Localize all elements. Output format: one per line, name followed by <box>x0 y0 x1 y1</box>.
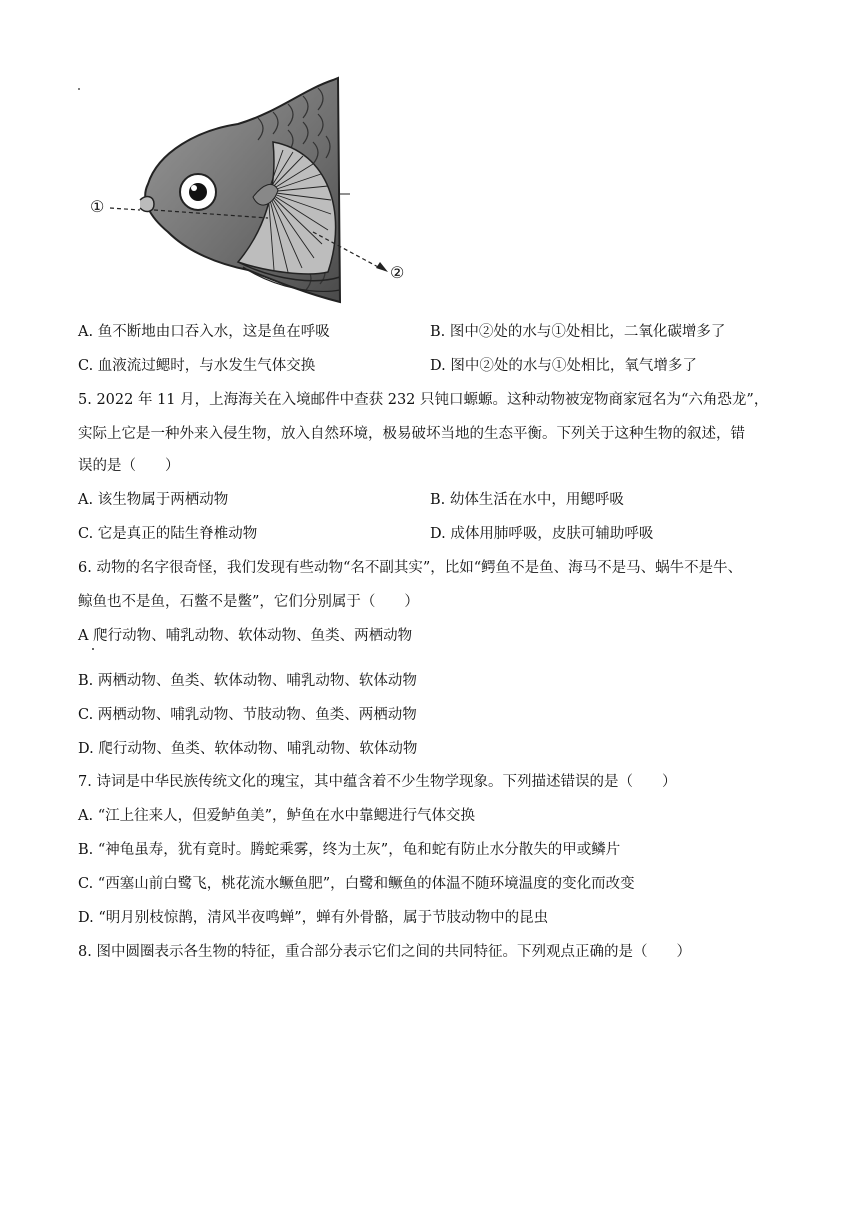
q4-option-a: A. 鱼不断地由口吞入水，这是鱼在呼吸 <box>78 324 330 340</box>
q6-stem-2: 鲸鱼也不是鱼，石鳖不是鳖”，它们分别属于（ ） <box>78 594 419 610</box>
q5-stem-2: 实际上它是一种外来入侵生物，放入自然环境，极易破坏当地的生态平衡。下列关于这种生物的叙述，错 <box>78 426 745 442</box>
q7-option-b: B. “神龟虽寿，犹有竟时。腾蛇乘雾，终为土灰”，龟和蛇有防止水分散失的甲或鳞片 <box>78 842 621 858</box>
scan-dot <box>92 648 94 650</box>
q8-stem: 8. 图中圆圈表示各生物的特征，重合部分表示它们之间的共同特征。下列观点正确的是（ ） <box>78 944 691 960</box>
scan-dot <box>78 88 80 90</box>
label-1: ① <box>90 197 105 216</box>
q6-option-c: C. 两栖动物、哺乳动物、节肢动物、鱼类、两栖动物 <box>78 707 417 723</box>
q5-option-a: A. 该生物属于两栖动物 <box>78 492 229 508</box>
q6-option-a: A 爬行动物、哺乳动物、软体动物、鱼类、两栖动物 <box>78 628 413 644</box>
arrow-head <box>376 262 388 272</box>
q5-option-d: D. 成体用肺呼吸，皮肤可辅助呼吸 <box>430 526 654 542</box>
q5-option-c: C. 它是真正的陆生脊椎动物 <box>78 526 258 542</box>
q5-option-b: B. 幼体生活在水中，用鳃呼吸 <box>430 492 624 508</box>
q7-option-a: A. “江上往来人，但爱鲈鱼美”，鲈鱼在水中靠鳃进行气体交换 <box>78 808 476 824</box>
q5-stem-1: 5. 2022 年 11 月，上海海关在入境邮件中查获 232 只钝口螈螈。这种动物被宠物商家冠名为“六角恐龙”， <box>78 392 769 408</box>
label-2: ② <box>390 263 405 282</box>
fish-gill-figure <box>88 72 418 312</box>
q5-stem-3: 误的是（ ） <box>78 458 180 474</box>
q6-option-b: B. 两栖动物、鱼类、软体动物、哺乳动物、软体动物 <box>78 673 417 689</box>
q7-option-c: C. “西塞山前白鹭飞，桃花流水鳜鱼肥”，白鹭和鳜鱼的体温不随环境温度的变化而改变 <box>78 876 635 892</box>
q6-stem-1: 6. 动物的名字很奇怪，我们发现有些动物“名不副其实”，比如“鳄鱼不是鱼、海马不是马、蜗牛不是牛、 <box>78 560 743 576</box>
q4-option-d: D. 图中②处的水与①处相比，氧气增多了 <box>430 358 697 374</box>
q4-option-b: B. 图中②处的水与①处相比，二氧化碳增多了 <box>430 324 726 340</box>
q4-option-c: C. 血液流过鳃时，与水发生气体交换 <box>78 358 316 374</box>
q7-option-d: D. “明月别枝惊鹊，清风半夜鸣蝉”，蝉有外骨骼，属于节肢动物中的昆虫 <box>78 910 549 926</box>
q6-option-d: D. 爬行动物、鱼类、软体动物、哺乳动物、软体动物 <box>78 741 418 757</box>
q7-stem: 7. 诗词是中华民族传统文化的瑰宝，其中蕴含着不少生物学现象。下列描述错误的是（ ） <box>78 774 677 790</box>
